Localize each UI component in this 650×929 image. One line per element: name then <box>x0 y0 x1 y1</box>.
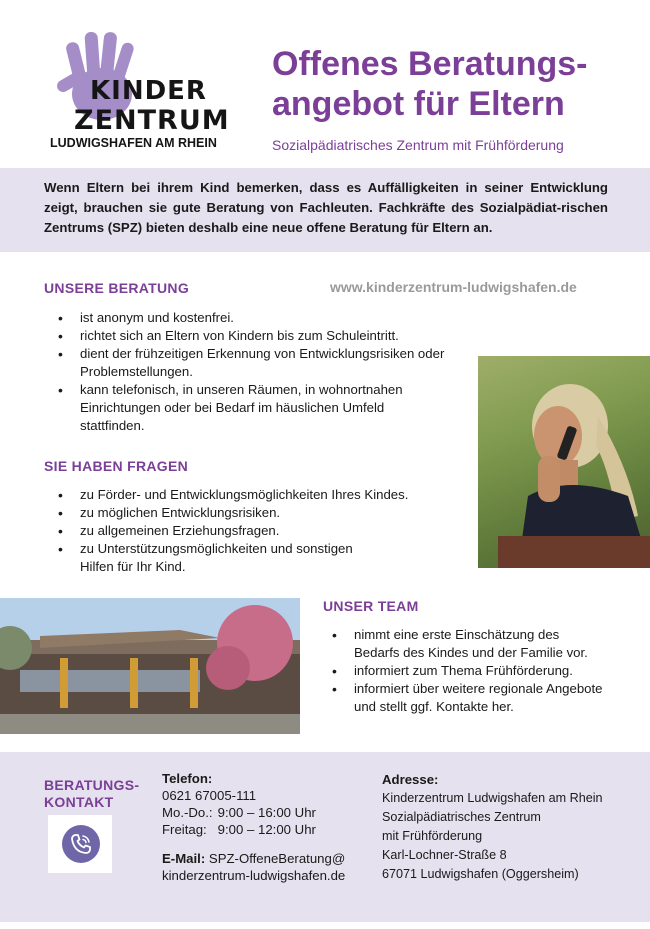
phone-icon-box <box>48 815 112 873</box>
page-title-line-1: Offenes Beratungs- <box>272 45 588 83</box>
page-subtitle: Sozialpädiatrisches Zentrum mit Frühförderung <box>272 137 564 153</box>
list-item: • dient der frühzeitigen Erkennung von Entwicklungsrisiken oder Problemstellungen. <box>58 345 448 381</box>
list-item: • nimmt eine erste Einschätzung des Bedarfs des Kindes und der Familie vor. <box>332 626 604 662</box>
phone-icon <box>62 825 100 863</box>
list-item: • zu Unterstützungsmöglichkeiten und sonstigen Hilfen für Ihr Kind. <box>58 540 380 576</box>
logo-line-zentrum: ZENTRUM <box>74 105 230 136</box>
photo-building <box>0 598 300 734</box>
address-line: Sozialpädiatrisches Zentrum <box>382 810 541 824</box>
team-heading: UNSER TEAM <box>323 598 419 614</box>
list-item: • zu allgemeinen Erziehungsfragen. <box>58 522 438 540</box>
contact-heading <box>44 777 139 811</box>
hours-day: Freitag: <box>162 822 207 837</box>
beratung-list <box>58 309 448 435</box>
hours-day: Mo.-Do.: <box>162 805 213 820</box>
list-item: • zu Förder- und Entwicklungsmöglichkeiten Ihres Kindes. <box>58 486 438 504</box>
hours-time: 9:00 – 16:00 Uhr <box>217 805 316 820</box>
email-label: E-Mail: <box>162 851 206 866</box>
email-block <box>162 850 345 884</box>
fragen-heading: SIE HABEN FRAGEN <box>44 458 189 474</box>
telefon-label: Telefon: <box>162 771 213 786</box>
kinderzentrum-logo <box>38 28 248 154</box>
hours-time: 9:00 – 12:00 Uhr <box>217 822 316 837</box>
address-block <box>382 770 603 884</box>
contact-heading-line-1: BERATUNGS- <box>44 777 140 793</box>
intro-text: Wenn Eltern bei ihrem Kind bemerken, dass es Auffälligkeiten in seiner Entwicklung zeigt, brauchen sie gute Beratung von Fachleuten. Fachkräfte des Sozialpädiat-rischen Zentrums (SPZ) bieten deshalb eine neue offene Beratung für Eltern an. <box>44 180 608 235</box>
beratung-heading: UNSERE BERATUNG <box>44 280 190 296</box>
address-line: Kinderzentrum Ludwigshafen am Rhein <box>382 791 603 805</box>
page-title <box>272 44 632 124</box>
phone-block <box>162 770 316 838</box>
woman-illustration <box>478 356 650 568</box>
list-item: • kann telefonisch, in unseren Räumen, in wohnortnahen Einrichtungen oder bei Bedarf im häuslichen Umfeld stattfinden. <box>58 381 448 435</box>
list-item: • zu möglichen Entwicklungsrisiken. <box>58 504 438 522</box>
telefon-number[interactable]: 0621 67005-111 <box>162 788 257 803</box>
address-label: Adresse: <box>382 772 439 787</box>
list-item: • informiert zum Thema Frühförderung. <box>332 662 632 680</box>
website-link[interactable]: www.kinderzentrum-ludwigshafen.de <box>330 279 577 295</box>
logo-line-kinder: KINDER <box>90 76 207 106</box>
hours-row <box>162 821 316 838</box>
fragen-list <box>58 486 438 576</box>
list-item: • ist anonym und kostenfrei. <box>58 309 448 327</box>
list-item: • richtet sich an Eltern von Kindern bis zum Schuleintritt. <box>58 327 448 345</box>
email-part-1[interactable]: SPZ-OffeneBeratung@ <box>208 851 346 866</box>
email-part-2[interactable]: kinderzentrum-ludwigshafen.de <box>162 868 346 883</box>
team-list <box>332 626 632 716</box>
page-title-line-2: angebot für Eltern <box>272 85 565 123</box>
building-illustration <box>0 598 300 734</box>
address-line: 67071 Ludwigshafen (Oggersheim) <box>382 867 579 881</box>
contact-heading-line-2: KONTAKT <box>44 794 114 810</box>
logo-city: LUDWIGSHAFEN AM RHEIN <box>50 136 217 150</box>
hours-row <box>162 804 316 821</box>
address-line: Karl-Lochner-Straße 8 <box>382 848 507 862</box>
photo-woman-on-phone <box>478 356 650 568</box>
list-item: • informiert über weitere regionale Angebote und stellt ggf. Kontakte her. <box>332 680 604 716</box>
address-line: mit Frühförderung <box>382 829 483 843</box>
